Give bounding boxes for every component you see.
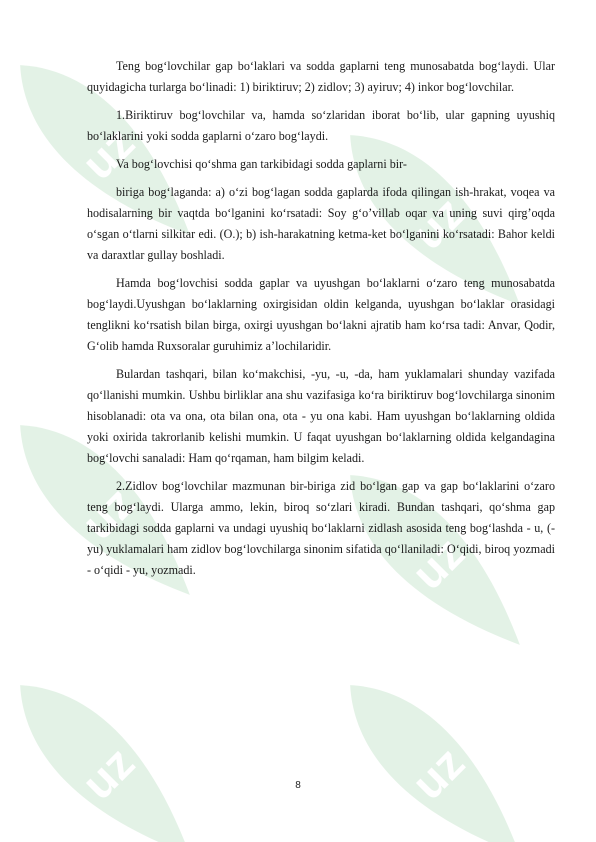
paragraph: Bulardan tashqari, bilan ko‘makchisi, -yu, -u, -da, ham yuklamalari shunday vazifada qo‘llanishi mumkin. Ushbu birliklar ana shu vazifasiga ko‘ra biriktiruv bog‘lovchilarga sinonim hisoblanadi: ota va ona, ota bilan ona, ota - yu ona kabi. Ham uyushgan bo‘laklarning oldida yoki oxirida takrorlanib kelishi mumkin. U faqat uyushgan bo‘laklarning oldida kelgandagina bog‘lovchi sanaladi: Ham qo‘rqaman, ham bilgim keladi. bbox=[87, 367, 555, 465]
page-number: 8 bbox=[295, 780, 301, 791]
paragraph: Teng bog‘lovchilar gap bo‘laklari va sodda gaplarni teng munosabatda bog‘laydi. Ular quyidagicha turlarga bo‘linadi: 1) biriktiruv; 2) zidlov; 3) ayiruv; 4) inkor bog‘lovchilar. bbox=[87, 59, 555, 94]
paragraph: Va bog‘lovchisi qo‘shma gan tarkibidagi sodda gaplarni bir- bbox=[116, 157, 407, 171]
paragraph: 2.Zidlov bog‘lovchilar mazmunan bir-biriga zid bo‘lgan gap va gap bo‘laklarini o‘zaro teng bog‘laydi. Ularga ammo, lekin, biroq so‘zlari kiradi. Bundan tashqari, qo‘shma gap tarkibidagi sodda gaplarni va undagi uyushiq bo‘laklarni zidlash asosida teng bog‘lashda - u, (-yu) yuklamalari ham zidlov bog‘lovchilarga sinonim sifatida qo‘llaniladi: O‘qidi, biroq yozmadi - o‘qidi - yu, yozmadi. bbox=[87, 479, 555, 577]
paragraph: Hamda bog‘lovchisi sodda gaplar va uyushgan bo‘laklarni o‘zaro teng munosabatda bog‘laydi.Uyushgan bo‘laklarning oxirgisidan oldin kelganda, uyushgan bo‘laklar orasidagi tenglikni ko‘rsatish bilan birga, oxirgi uyushgan bo‘lakni ajratib ham ko‘rsa tadi: Anvar, Qodir, G‘olib hamda Ruxsoralar guruhimiz a’lochilaridir. bbox=[87, 276, 555, 353]
svg-text:uz: uz bbox=[71, 736, 145, 810]
svg-text:uz: uz bbox=[71, 116, 145, 190]
watermark-logo bbox=[0, 632, 243, 842]
leaf-logo-icon bbox=[297, 632, 573, 842]
paragraph: 1.Biriktiruv bog‘lovchilar va, hamda so‘zlaridan iborat bo‘lib, ular gapning uyushiq bo‘laklarini yoki sodda gaplarni o‘zaro bog‘laydi. bbox=[87, 108, 555, 143]
svg-text:uz: uz bbox=[401, 736, 475, 810]
watermark-logo bbox=[297, 632, 573, 842]
svg-text:uz: uz bbox=[401, 186, 475, 260]
svg-text:uz: uz bbox=[401, 526, 475, 600]
svg-text:uz: uz bbox=[71, 476, 145, 550]
paragraph: biriga bog‘laganda: a) o‘zi bog‘lagan sodda gaplarda ifoda qilingan ish-hrakat, voqea va hodisalarning bir vaqtda bo‘lganini ko‘rsatadi: Soy g‘o’villab oqar va uning suvi qirg’oqda o‘sgan o‘tlarni silkitar edi. (O.); b) ish-harakatning ketma-ket bo‘lganini ko‘rsatadi: Bahor keldi va daraxtlar gullay boshladi. bbox=[87, 185, 555, 262]
leaf-logo-icon bbox=[0, 632, 243, 842]
document-body bbox=[87, 56, 555, 588]
